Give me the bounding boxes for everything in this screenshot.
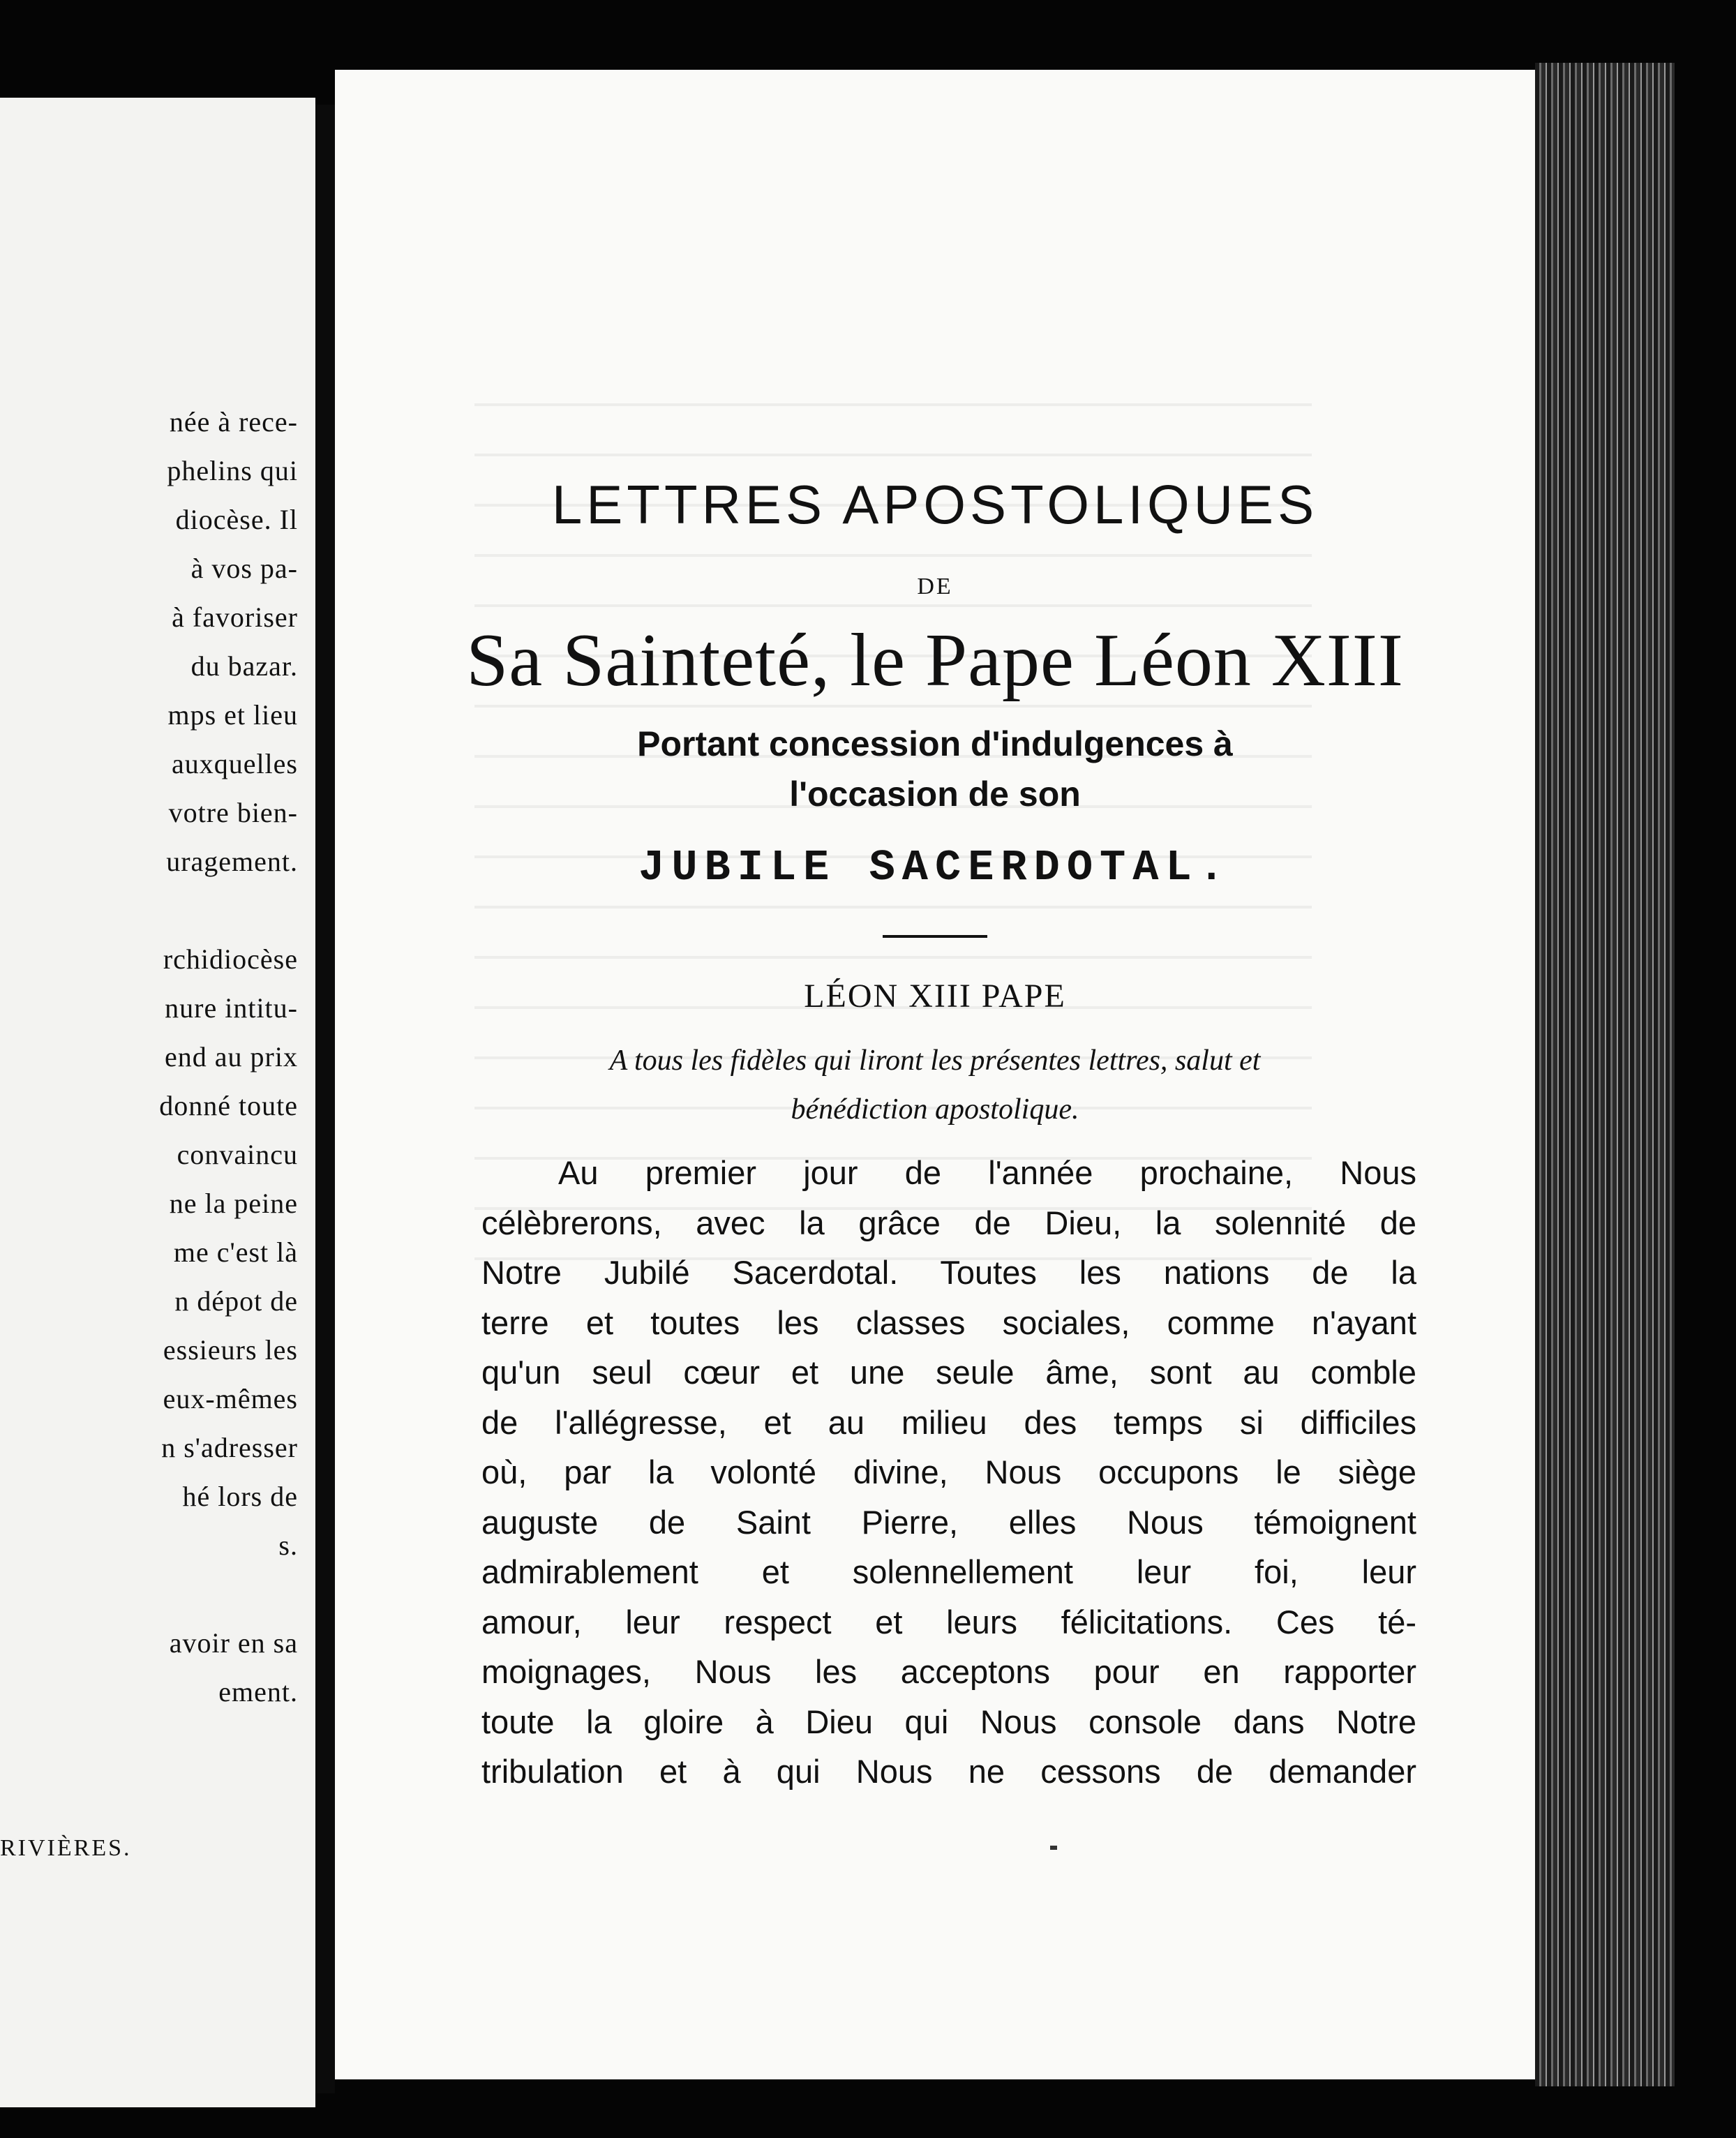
- left-line: auxquelles: [171, 748, 298, 779]
- left-line: essieurs les: [163, 1334, 298, 1366]
- greeting-line-1: A tous les fidèles qui liront les présentes lettres, salut et: [609, 1045, 1261, 1077]
- subtitle: [335, 719, 1535, 819]
- left-line: ne la peine: [169, 1188, 298, 1219]
- right-page: [335, 70, 1535, 2079]
- subtitle-line-1: Portant concession d'indulgences à: [637, 724, 1233, 763]
- left-line: à vos pa-: [190, 553, 298, 584]
- body-line: Notre Jubilé Sacerdotal. Toutes les nations de la: [481, 1254, 1416, 1291]
- book-gutter: [315, 105, 335, 2093]
- divider-rule: [883, 935, 987, 938]
- left-line-spacer: [0, 1570, 315, 1619]
- left-line: rchidiocèse: [163, 943, 298, 975]
- page-title: LETTRES APOSTOLIQUES: [551, 474, 1319, 535]
- left-line: donné toute: [159, 1090, 298, 1121]
- left-line: du bazar.: [190, 650, 298, 682]
- body-paragraph: [481, 1148, 1416, 1797]
- left-page-text: [0, 398, 315, 1717]
- body-line: où, par la volonté divine, Nous occupons le siège: [481, 1453, 1416, 1490]
- jubile-heading: JUBILE SACERDOTAL.: [638, 843, 1232, 892]
- left-line: avoir en sa: [169, 1627, 298, 1659]
- left-line: me c'est là: [173, 1236, 298, 1268]
- book-page-edges: [1535, 63, 1675, 2086]
- left-line: mps et lieu: [167, 699, 298, 731]
- body-line: toute la gloire à Dieu qui Nous console dans Notre: [481, 1703, 1416, 1740]
- greeting-line-2: bénédiction apostolique.: [791, 1093, 1079, 1126]
- subtitle-line-2: l'occasion de son: [789, 775, 1081, 814]
- left-line: hé lors de: [182, 1481, 298, 1512]
- body-line: Au premier jour de l'année prochaine, Nous: [558, 1154, 1416, 1191]
- left-line: ement.: [218, 1676, 298, 1707]
- leon-pape-heading: LÉON XIII PAPE: [804, 978, 1066, 1015]
- left-line: convaincu: [177, 1139, 298, 1170]
- left-page-signature: RIVIÈRES.: [0, 1835, 132, 1861]
- left-line: eux-mêmes: [163, 1383, 298, 1414]
- body-line: tribulation et à qui Nous ne cessons de demander: [481, 1753, 1416, 1790]
- body-line: moignages, Nous les acceptons pour en rapporter: [481, 1653, 1416, 1690]
- title-de: DE: [917, 574, 953, 599]
- left-line: n s'adresser: [161, 1432, 298, 1463]
- left-line: uragement.: [166, 846, 298, 877]
- sa-saintete-heading: Sa Sainteté, le Pape Léon XIII: [466, 619, 1404, 702]
- ink-speck: [1050, 1846, 1057, 1850]
- left-line: à favoriser: [172, 601, 298, 633]
- body-line: auguste de Saint Pierre, elles Nous témoignent: [481, 1503, 1416, 1541]
- body-line: de l'allégresse, et au milieu des temps si difficiles: [481, 1403, 1416, 1441]
- left-line: votre bien-: [168, 797, 298, 828]
- greeting: [454, 1036, 1416, 1134]
- body-line: admirablement et solennellement leur foi, leur: [481, 1553, 1416, 1590]
- left-line: end au prix: [165, 1041, 298, 1072]
- left-line: diocèse. Il: [175, 504, 298, 535]
- body-line: célèbrerons, avec la grâce de Dieu, la solennité de: [481, 1204, 1416, 1241]
- left-line: n dépot de: [174, 1285, 298, 1317]
- left-line: nure intitu-: [165, 992, 298, 1024]
- left-line: s.: [278, 1530, 298, 1561]
- left-line: phelins qui: [167, 455, 298, 486]
- body-line: qu'un seul cœur et une seule âme, sont au comble: [481, 1354, 1416, 1391]
- left-line: née à rece-: [169, 406, 298, 438]
- left-line-spacer: [0, 886, 315, 935]
- left-page: [0, 98, 315, 2107]
- body-line: terre et toutes les classes sociales, comme n'ayant: [481, 1303, 1416, 1341]
- body-line: amour, leur respect et leurs félicitations. Ces té-: [481, 1603, 1416, 1640]
